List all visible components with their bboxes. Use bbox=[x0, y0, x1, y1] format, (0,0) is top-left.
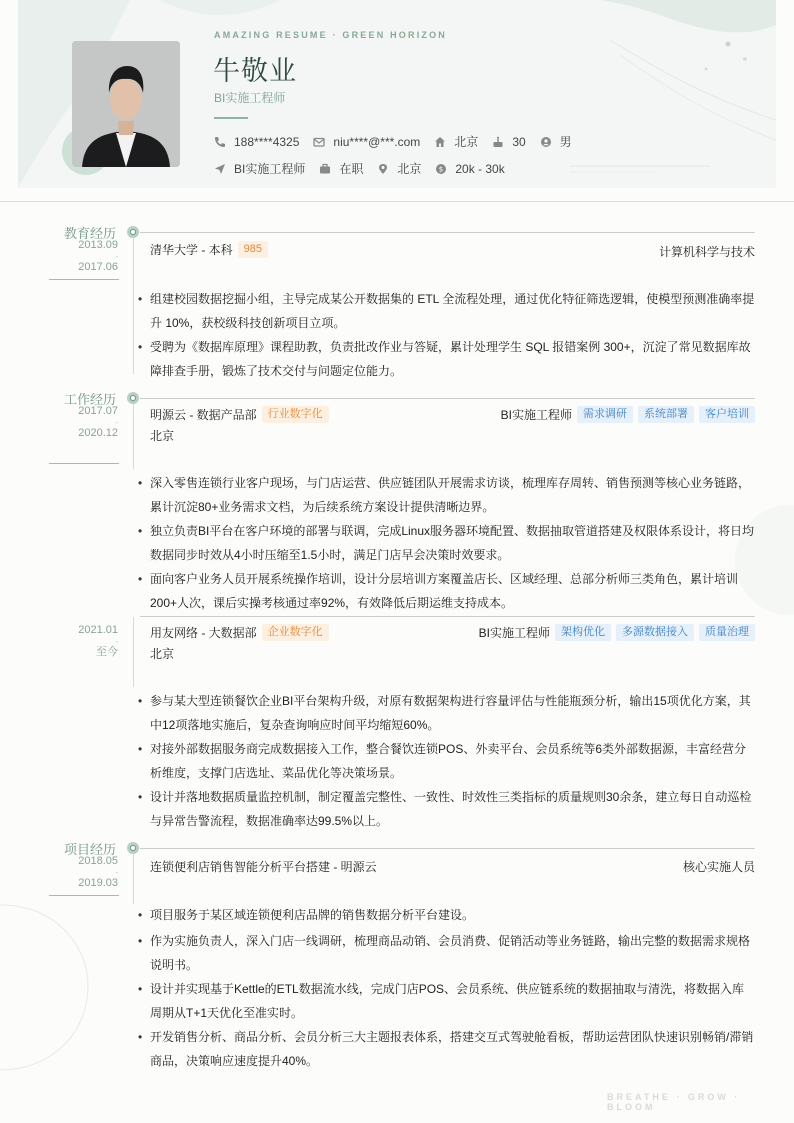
gender-icon bbox=[540, 136, 552, 148]
education-entry bbox=[150, 241, 268, 258]
project-bullet: • 项目服务于某区域连锁便利店品牌的销售数据分析平台建设。 bbox=[138, 903, 755, 927]
phone-icon bbox=[214, 136, 226, 148]
job2-location: 北京 bbox=[150, 647, 175, 661]
job2-bullet: • 参与某大型连锁餐饮企业BI平台架构升级，对原有数据架构进行容量评估与性能瓶颈分析，输出15项优化方案，其中12项落地实施后，复杂查询响应时间平均缩短60%。 bbox=[138, 689, 755, 737]
education-bullet: • 受聘为《数据库原理》课程助教，负责批改作业与答疑，累计处理学生 SQL 报错案例 300+，沉淀了常见数据库故障排查手册，锻炼了技术交付与问题定位能力。 bbox=[138, 335, 755, 383]
job2-tag-badge: 架构优化 bbox=[555, 624, 611, 641]
date-dash: - bbox=[115, 252, 118, 261]
date-dash: - bbox=[115, 868, 118, 877]
salary-text: 20k - 30k bbox=[455, 161, 505, 176]
target-role-text: BI实施工程师 bbox=[234, 162, 306, 176]
candidate-title: BI实施工程师 bbox=[214, 91, 286, 105]
timeline-line bbox=[133, 617, 134, 687]
candidate-name: 牛敬业 bbox=[213, 56, 297, 86]
job1-bullet: • 深入零售连锁行业客户现场，与门店运营、供应链团队开展需求访谈，梳理库存周转、销售预测等核心业务链路，累计沉淀80+业务需求文档，为后续系统方案设计提供清晰边界。 bbox=[138, 471, 755, 519]
age-text: 30 bbox=[512, 134, 526, 149]
school-tag-badge: 985 bbox=[238, 241, 268, 258]
phone-info bbox=[214, 135, 299, 149]
job2-bullet: • 对接外部数据服务商完成数据接入工作，整合餐饮连锁POS、外卖平台、会员系统等6类外部数据源，丰富经营分析维度，支撑门店选址、菜品优化等决策场景。 bbox=[138, 737, 755, 785]
job1-industry-badge: 行业数字化 bbox=[262, 406, 329, 423]
project-bullet: • 开发销售分析、商品分析、会员分析三大主题报表体系，搭建交互式驾驶舱看板，帮助运营团队快速识别畅销/滞销商品，决策响应速度提升40%。 bbox=[138, 1025, 755, 1073]
section-rule bbox=[49, 279, 119, 280]
project-name: 连锁便利店销售智能分析平台搭建 - 明源云 bbox=[150, 860, 377, 874]
job2-company: 用友网络 - 大数据部 bbox=[150, 626, 257, 640]
job2-tag-badge: 质量治理 bbox=[699, 624, 755, 641]
project-role: 核心实施人员 bbox=[682, 860, 755, 874]
timeline-line bbox=[133, 854, 134, 904]
job2-org bbox=[150, 624, 329, 641]
job1-bullet: • 面向客户业务人员开展系统操作培训，设计分层培训方案覆盖店长、区域经理、总部分析师三类角色，累计培训200+人次，课后实操考核通过率92%，有效降低后期运维支持成本。 bbox=[138, 567, 755, 615]
email-text: niu****@***.com bbox=[333, 134, 421, 149]
job2-role-info bbox=[479, 624, 755, 641]
job2-industry-badge: 企业数字化 bbox=[262, 624, 329, 641]
job1-role: BI实施工程师 bbox=[500, 408, 572, 422]
date-dash: - bbox=[115, 637, 118, 646]
job1-tag-badge: 系统部署 bbox=[638, 406, 694, 423]
job1-bullet: • 独立负责BI平台在客户环境的部署与联调，完成Linux服务器环境配置、数据抽取管道搭建及权限体系设计，将日均数据同步时效从4小时压缩至1.5小时，满足门店早会决策时效要求。 bbox=[138, 519, 755, 567]
timeline-dot bbox=[127, 392, 139, 404]
job1-company: 明源云 - 数据产品部 bbox=[150, 408, 257, 422]
title-underline bbox=[214, 117, 248, 119]
header-divider bbox=[0, 201, 794, 202]
job1-org bbox=[150, 406, 329, 423]
project-date-end: 2019.03 bbox=[78, 877, 118, 889]
job1-location: 北京 bbox=[150, 429, 175, 443]
entry-rule bbox=[140, 848, 755, 849]
profile-photo bbox=[72, 41, 180, 167]
home-info bbox=[434, 133, 478, 150]
target-role-info bbox=[214, 160, 305, 177]
job2-date-end: 至今 bbox=[96, 646, 118, 658]
major-text: 计算机科学与技术 bbox=[658, 245, 755, 259]
project-date-start: 2018.05 bbox=[78, 855, 118, 867]
section-rule bbox=[49, 895, 119, 896]
money-icon bbox=[435, 163, 447, 175]
job1-date-end: 2020.12 bbox=[78, 427, 118, 439]
job-intent-row bbox=[214, 160, 519, 177]
project-bullet: • 设计并实现基于Kettle的ETL数据流水线，完成门店POS、会员系统、供应链系统的数据抽取与清洗，将数据入库周期从T+1天优化至准实时。 bbox=[138, 977, 755, 1025]
timeline-line bbox=[133, 404, 134, 469]
cake-icon bbox=[492, 136, 504, 148]
education-section-title: 教育经历 bbox=[63, 226, 116, 241]
age-info bbox=[492, 135, 525, 149]
entry-rule bbox=[140, 616, 755, 617]
home-text: 北京 bbox=[454, 135, 479, 149]
phone-text: 188****4325 bbox=[234, 134, 300, 149]
city-info bbox=[377, 160, 421, 177]
projects-section-title: 项目经历 bbox=[63, 842, 116, 857]
gender-info bbox=[540, 133, 572, 150]
job1-tag-badge: 需求调研 bbox=[577, 406, 633, 423]
avatar-illustration bbox=[72, 41, 180, 167]
entry-rule bbox=[140, 398, 755, 399]
job2-date-start: 2021.01 bbox=[78, 624, 118, 636]
timeline-dot bbox=[127, 842, 139, 854]
resume-tagline: AMAZING RESUME · GREEN HORIZON bbox=[214, 30, 448, 40]
contact-row bbox=[214, 133, 586, 150]
email-icon bbox=[313, 136, 325, 148]
send-icon bbox=[214, 163, 226, 175]
entry-rule bbox=[140, 232, 755, 233]
date-dash: - bbox=[115, 418, 118, 427]
project-bullet: • 作为实施负责人，深入门店一线调研，梳理商品动销、会员消费、促销活动等业务链路，输出完整的数据需求规格说明书。 bbox=[138, 929, 755, 977]
education-bullet: • 组建校园数据挖掘小组，主导完成某公开数据集的 ETL 全流程处理，通过优化特征筛选逻辑，使模型预测准确率提升 10%，获校级科技创新项目立项。 bbox=[138, 287, 755, 335]
gender-text: 男 bbox=[559, 135, 572, 149]
job2-role: BI实施工程师 bbox=[478, 626, 550, 640]
home-icon bbox=[434, 136, 446, 148]
timeline-dot bbox=[127, 226, 139, 238]
timeline-line bbox=[133, 238, 134, 374]
email-info bbox=[313, 135, 420, 149]
education-date-start: 2013.09 bbox=[78, 239, 118, 251]
job2-bullet: • 设计并落地数据质量监控机制，制定覆盖完整性、一致性、时效性三类指标的质量规则30余条，建立每日自动巡检与异常告警流程，数据准确率达99.5%以上。 bbox=[138, 785, 755, 833]
education-date-end: 2017.06 bbox=[78, 261, 118, 273]
status-text: 在职 bbox=[339, 162, 364, 176]
svg-text:$: $ bbox=[439, 165, 444, 174]
city-text: 北京 bbox=[397, 162, 422, 176]
briefcase-icon bbox=[319, 163, 331, 175]
salary-info bbox=[435, 162, 504, 176]
footer-watermark: BREATHE · GROW · BLOOM bbox=[607, 1092, 741, 1112]
status-info bbox=[319, 160, 363, 177]
job1-role-info bbox=[501, 406, 755, 423]
job1-tag-badge: 客户培训 bbox=[699, 406, 755, 423]
location-pin-icon bbox=[377, 163, 389, 175]
job1-date-start: 2017.07 bbox=[78, 405, 118, 417]
school-name: 清华大学 - 本科 bbox=[150, 243, 233, 257]
section-rule bbox=[49, 463, 119, 464]
work-section-title: 工作经历 bbox=[63, 392, 116, 407]
job2-tag-badge: 多源数据接入 bbox=[616, 624, 694, 641]
